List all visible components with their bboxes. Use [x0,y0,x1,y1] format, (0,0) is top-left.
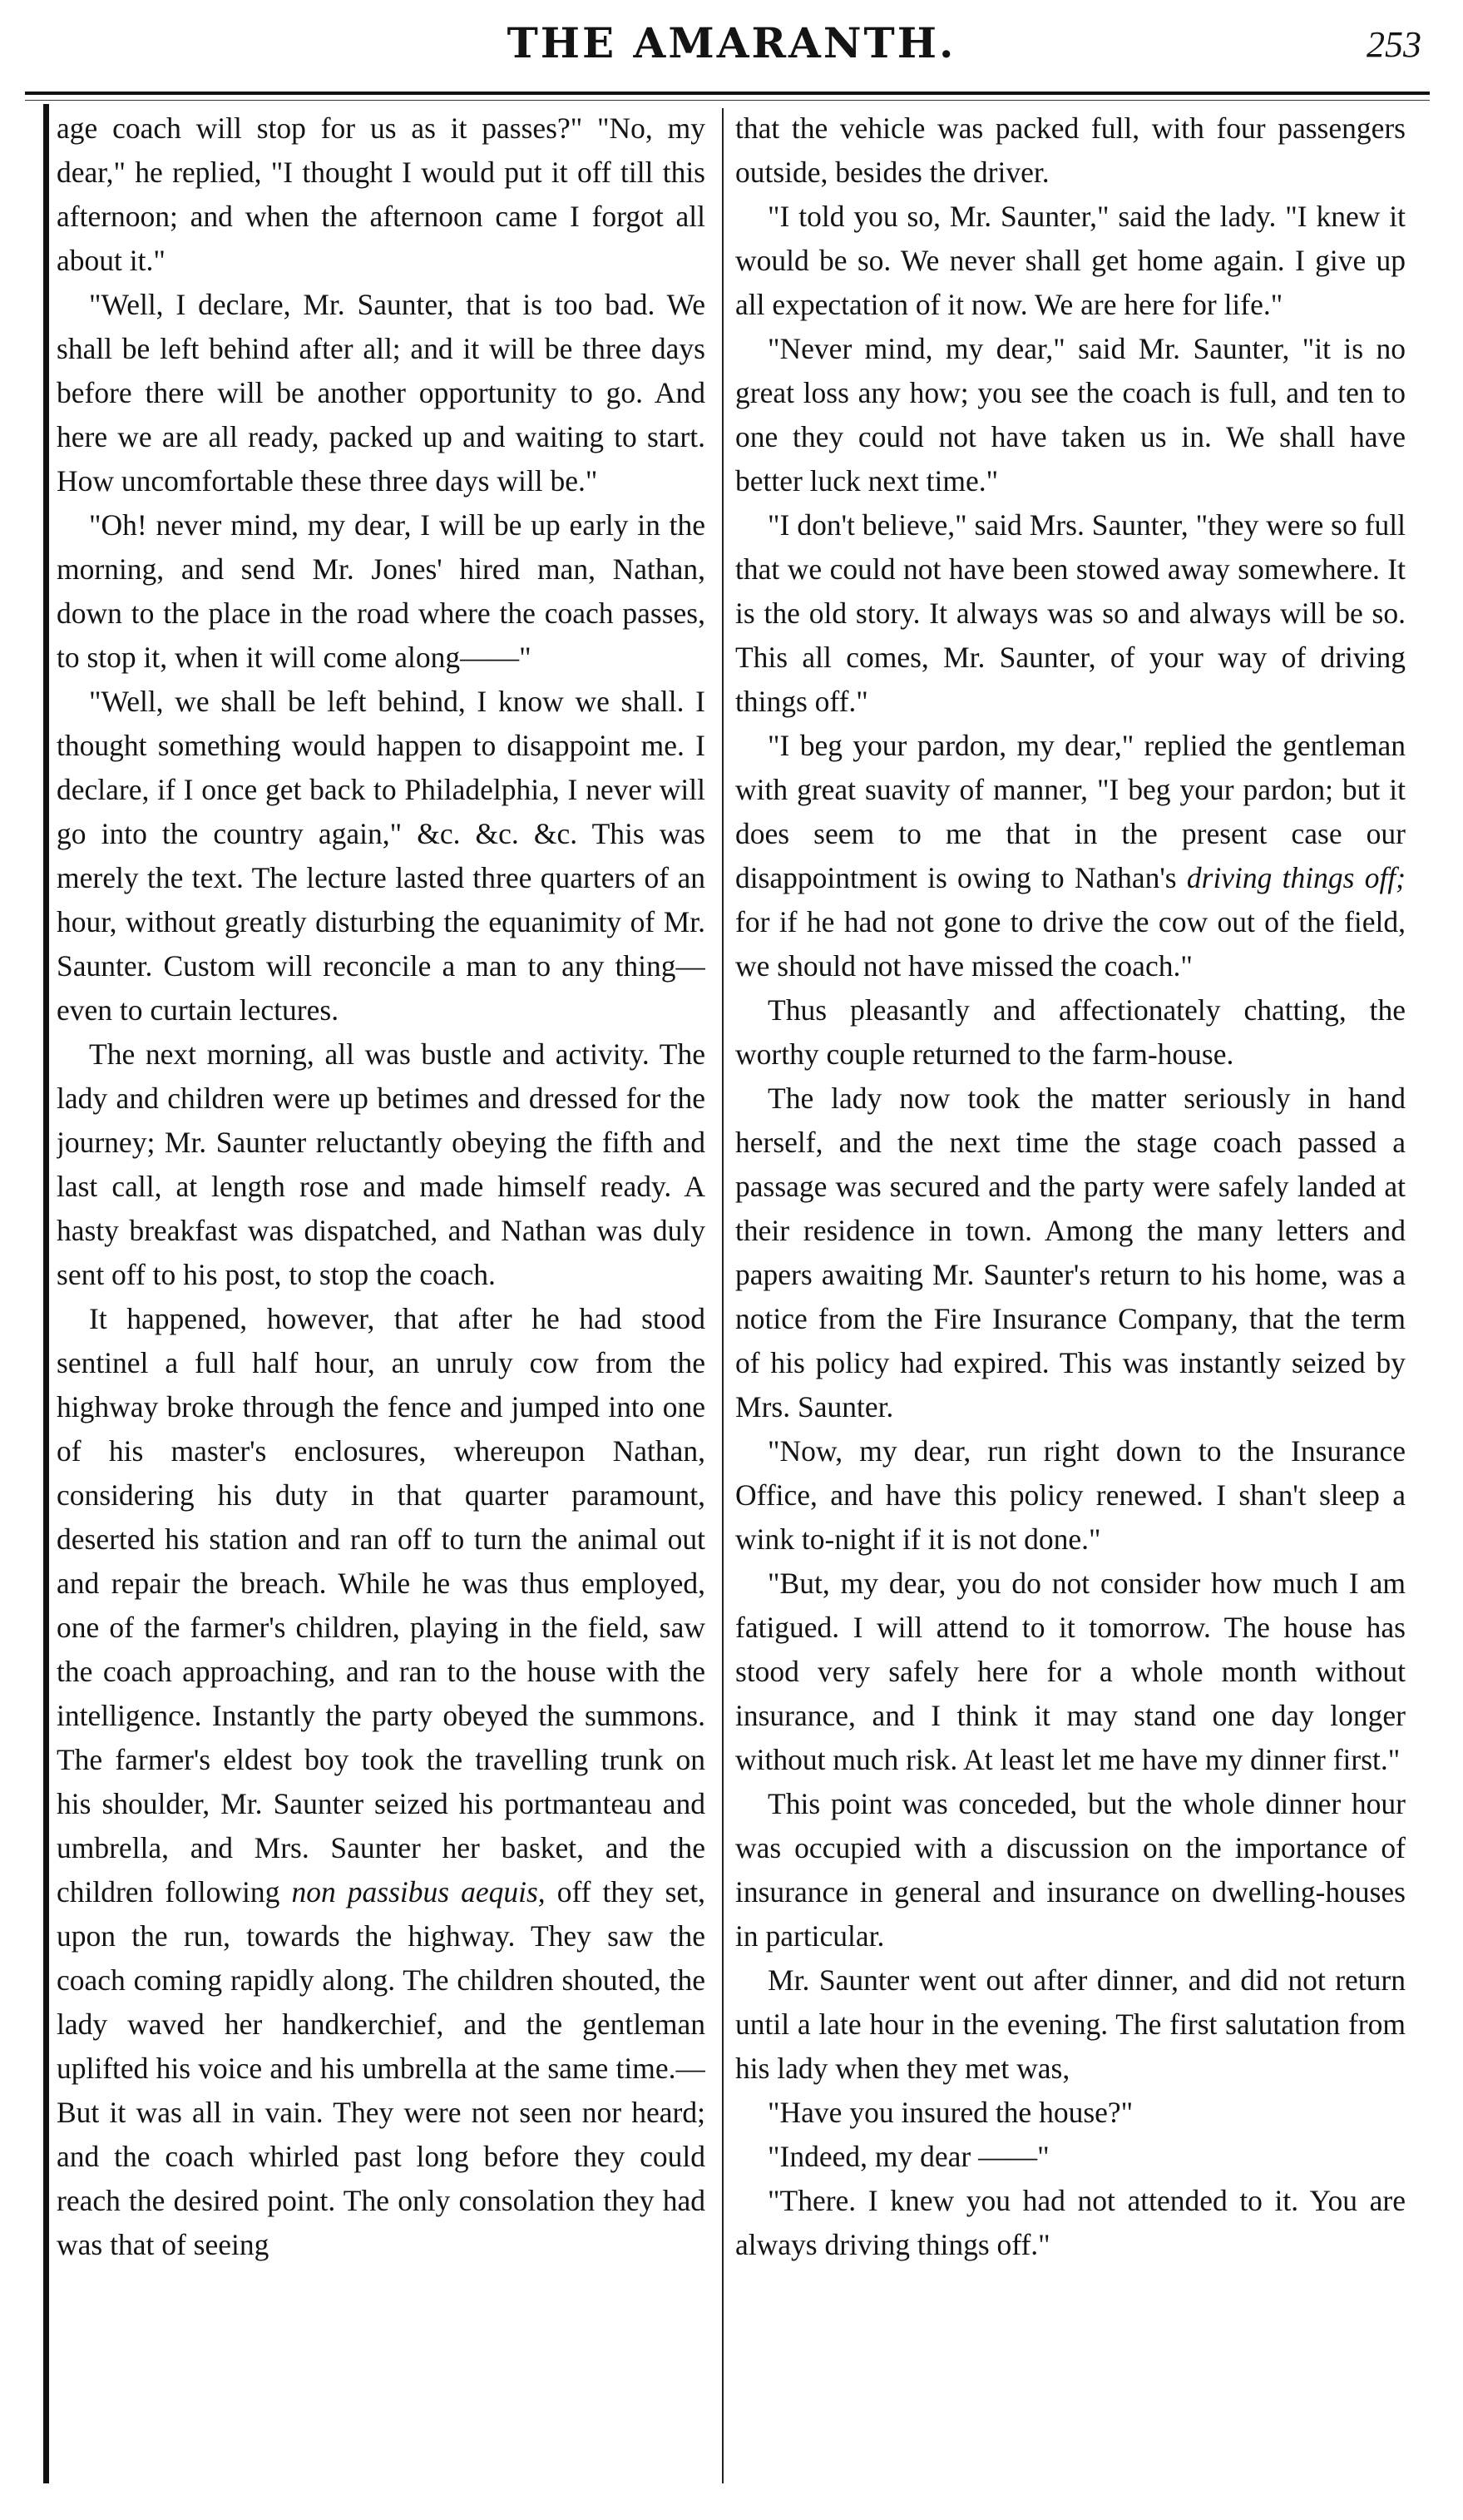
header-rule [25,92,1430,95]
paragraph: "Now, my dear, run right down to the Insurance Office, and have this policy renewed. I shan't sleep a wink to-night if it is not done." [735,1434,1406,1556]
journal-title: THE AMARANTH. [507,18,956,67]
left-column [57,106,705,2494]
paragraph: age coach will stop for us as it passes?" "No, my dear," he replied, "I thought I would put it off till this afternoon; and when the afternoon came I forgot all about it." [57,111,705,277]
header-rule-thin [25,100,1430,101]
page-number: 253 [1367,24,1421,65]
paragraph: Mr. Saunter went out after dinner, and did not return until a late hour in the evening. The first salutation from his lady when they met was, [735,1963,1406,2085]
latin-phrase: non passibus aequis, [291,1875,546,1909]
paragraph: "Well, I declare, Mr. Saunter, that is too bad. We shall be left behind after all; and it will be three days before there will be another opportunity to go. And here we are all ready, packed up and waiting to start. How uncomfortable these three days will be." [57,288,705,498]
paragraph: that the vehicle was packed full, with four passengers outside, besides the driver. [735,111,1406,189]
paragraph: "Well, we shall be left behind, I know we shall. I thought something would happen to disappoint me. I declare, if I once get back to Philadelphia, I never will go into the country again," &c. &c. &c. This was merely the text. The lecture lasted three quarters of an hour, without greatly disturbing the equanimity of Mr. Saunter. Custom will reconcile a man to any thing—even to curtain lectures. [57,685,705,1027]
paragraph: Thus pleasantly and affectionately chatting, the worthy couple returned to the farm-house. [735,993,1406,1071]
paragraph [735,724,1406,988]
paragraph: "But, my dear, you do not consider how much I am fatigued. I will attend to it tomorrow. The house has stood very safely here for a whole month without insurance, and I think it may stand one day longer without much risk. At least let me have my dinner first." [735,1567,1406,1776]
column-divider [722,108,724,2483]
paragraph: The next morning, all was bustle and activity. The lady and children were up betimes and dressed for the journey; Mr. Saunter reluctantly obeying the fifth and last call, at length rose and made himself ready. A hasty breakfast was dispatched, and Nathan was duly sent off to his post, to stop the coach. [57,1037,705,1291]
paragraph: This point was conceded, but the whole dinner hour was occupied with a discussion on the importance of insurance in general and insurance on dwelling-houses in particular. [735,1787,1406,1953]
paragraph: "Oh! never mind, my dear, I will be up early in the morning, and send Mr. Jones' hired man, Nathan, down to the place in the road where the coach passes, to stop it, when it will come along——" [57,508,705,674]
paragraph: "I told you so, Mr. Saunter," said the lady. "I knew it would be so. We never shall get home again. I give up all expectation of it now. We are here for life." [735,200,1406,321]
paragraph [57,1297,705,2267]
paragraph: "I don't believe," said Mrs. Saunter, "they were so full that we could not have been stowed away somewhere. It is the old story. It always was so and always will be so. This all comes, Mr. Saunter, of your way of driving things off." [735,508,1406,718]
italic-phrase: driving things off; [1186,861,1406,894]
paragraph-text: "I beg your pardon, my dear," replied the gentleman with great suavity of manner, "I beg your pardon; but it does seem to me that in the present case our disappointment is owing to Nathan's [735,729,1406,894]
paragraph-text: for if he had not gone to drive the cow out of the field, we should not have missed the coach." [735,905,1406,983]
paragraph: "There. I knew you had not attended to it. You are always driving things off." [735,2184,1406,2261]
paragraph: "Never mind, my dear," said Mr. Saunter, "it is no great loss any how; you see the coach is full, and ten to one they could not have taken us in. We shall have better luck next time." [735,332,1406,498]
paragraph: "Have you insured the house?" [768,2096,1134,2129]
paragraph: "Indeed, my dear ——" [768,2140,1050,2173]
paragraph-text: It happened, however, that after he had stood sentinel a full half hour, an unruly cow from the highway broke through the fence and jumped into one of his master's enclosures, whereupon Nathan, considering his duty in that quarter paramount, deserted his station and ran off to turn the animal out and repair the breach. While he was thus employed, one of the farmer's children, playing in the field, saw the coach approaching, and ran to the house with the intelligence. Instantly the party obeyed the summons. The farmer's eldest boy took the travelling trunk on his shoulder, Mr. Saunter seized his portmanteau and umbrella, and Mrs. Saunter her basket, and the children following [57,1302,705,1909]
paragraph: The lady now took the matter seriously in hand herself, and the next time the stage coach passed a passage was secured and the party were safely landed at their residence in town. Among the many letters and papers awaiting Mr. Saunter's return to his home, was a notice from the Fire Insurance Company, that the term of his policy had expired. This was instantly seized by Mrs. Saunter. [735,1082,1406,1423]
paragraph-text: off they set, upon the run, towards the highway. They saw the coach coming rapidly along. The children shouted, the lady waved her handkerchief, and the gentleman uplifted his voice and his umbrella at the same time.— But it was all in vain. They were not seen nor heard; and the coach whirled past long before they could reach the desired point. The only consolation they had was that of seeing [57,1875,705,2261]
page-header [0,0,1463,92]
binding-edge [43,104,49,2483]
right-column [735,106,1406,2494]
